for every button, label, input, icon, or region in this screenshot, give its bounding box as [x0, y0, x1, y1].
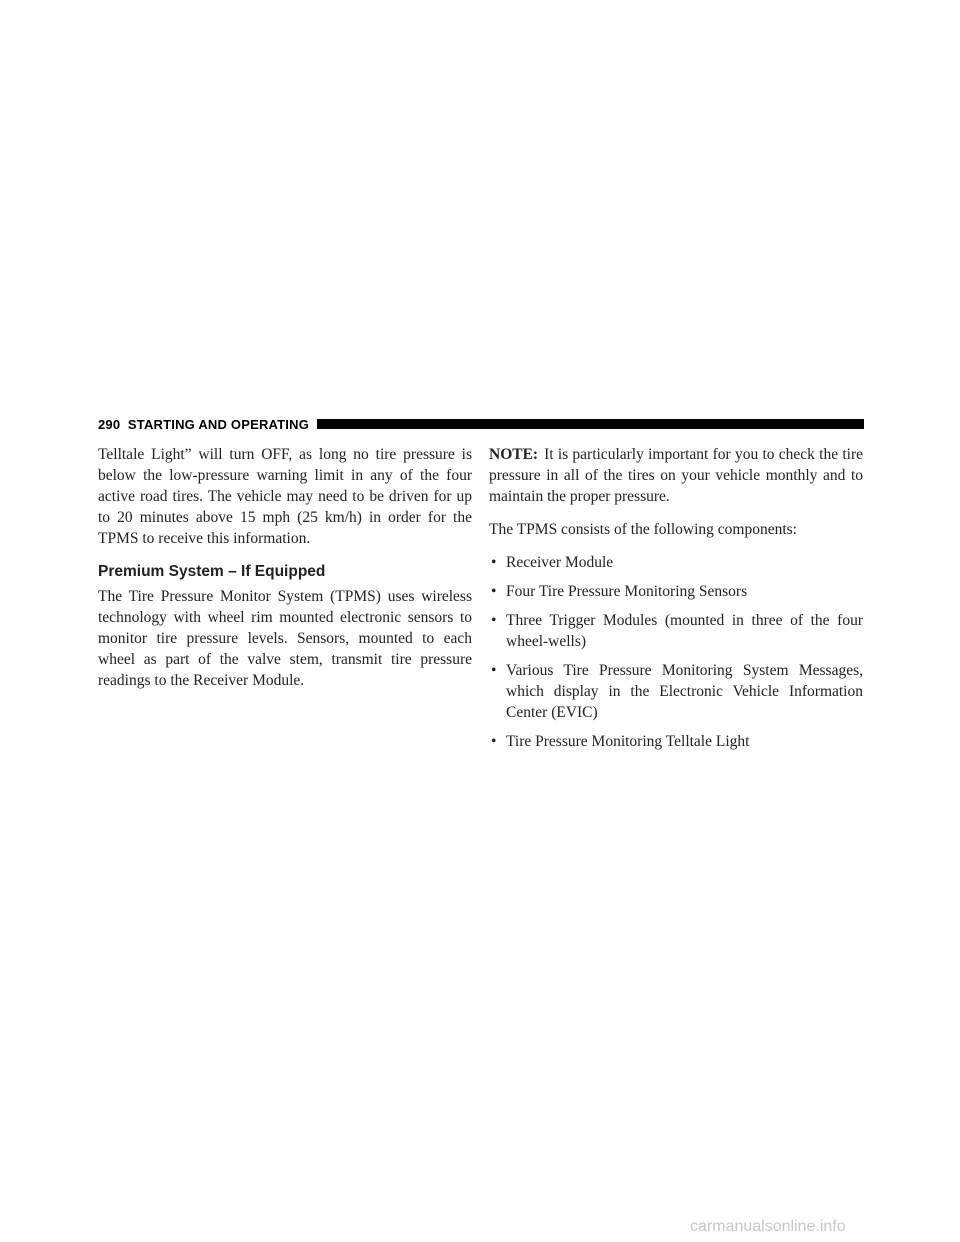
right-column — [489, 444, 863, 760]
section-title: STARTING AND OPERATING — [127, 416, 310, 432]
section-heading: Premium System – If Equipped — [98, 563, 326, 580]
list-item-text: Four Tire Pressure Monitoring Sensors — [506, 583, 748, 600]
components-list — [489, 552, 863, 752]
left-column — [98, 444, 472, 703]
components-intro: The TPMS consists of the following components: — [489, 521, 797, 538]
bullet-icon: • — [491, 662, 497, 679]
bullet-icon: • — [491, 733, 497, 750]
list-item — [489, 552, 863, 573]
page-number: 290 — [98, 416, 121, 432]
intro-paragraph: Telltale Light” will turn OFF, as long no tire pressure is below the low-pressure warning limit in any of the four active road tires. The vehicle may need to be driven for up to 20 minutes above 15 mph (25 km/h) in order for the TPMS to receive this information. — [98, 446, 472, 547]
list-item-text: Various Tire Pressure Monitoring System Messages, which display in the Electronic Vehicle Information Center (EVIC) — [506, 662, 863, 721]
header-label — [98, 417, 317, 432]
note-text: It is particularly important for you to check the tire pressure in all of the tires on your vehicle monthly and to maintain the proper pressure. — [489, 446, 863, 505]
list-item — [489, 610, 863, 652]
list-item-text: Receiver Module — [506, 554, 614, 571]
watermark: carmanualsonline.info — [690, 1218, 846, 1235]
note-label: NOTE: — [489, 446, 539, 463]
body-paragraph: The Tire Pressure Monitor System (TPMS) uses wireless technology with wheel rim mounted electronic sensors to monitor tire pressure levels. Sensors, mounted to each wheel as part of the valve stem, transmit tire pressure readings to the Receiver Module. — [98, 588, 472, 689]
page-header — [98, 416, 864, 432]
list-item-text: Three Trigger Modules (mounted in three of the four wheel-wells) — [506, 612, 863, 650]
list-item — [489, 660, 863, 723]
bullet-icon: • — [491, 554, 497, 571]
list-item-text: Tire Pressure Monitoring Telltale Light — [506, 733, 750, 750]
header-rule — [317, 419, 864, 429]
bullet-icon: • — [491, 583, 497, 600]
bullet-icon: • — [491, 612, 497, 629]
list-item — [489, 581, 863, 602]
note-paragraph — [489, 444, 863, 507]
list-item — [489, 731, 863, 752]
